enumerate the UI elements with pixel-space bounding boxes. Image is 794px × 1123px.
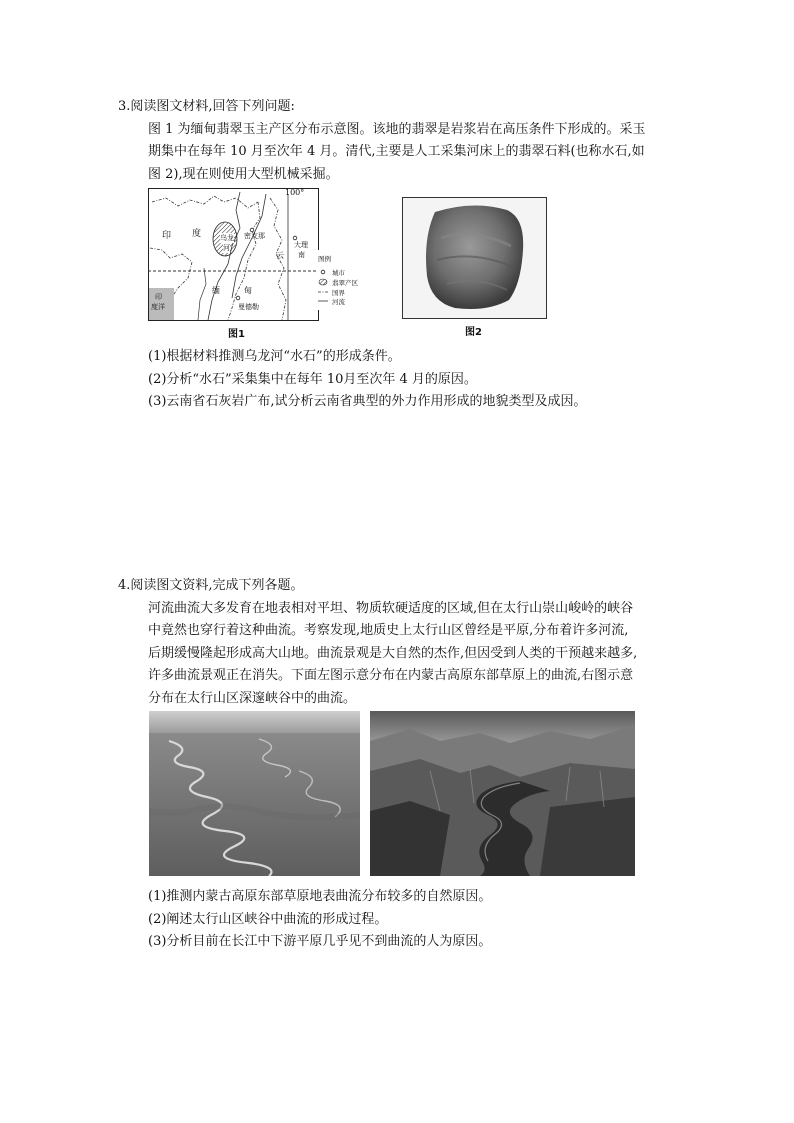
figure-2-stone-photo xyxy=(402,197,547,319)
map-label-myanmar-2: 甸 xyxy=(244,286,252,295)
figure-1-caption: 图1 xyxy=(228,329,245,340)
question-4-material-line-3: 后期缓慢隆起形成高大山地。曲流景观是大自然的杰作,但因受到人类的干预越来越多, xyxy=(148,645,638,661)
question-3-item-1: (1)根据材料推测乌龙河“水石”的形成条件。 xyxy=(148,349,401,364)
question-4-material-line-1: 河流曲流大多发育在地表相对平坦、物质软硬适度的区域,但在太行山崇山峻岭的峡谷 xyxy=(148,600,634,616)
map-label-india-2: 度 xyxy=(192,229,202,239)
question-4 xyxy=(118,575,698,710)
map-legend-border: 国界 xyxy=(332,289,345,297)
grassland-meander-photo xyxy=(149,711,360,876)
question-4-item-1: (1)推测内蒙古高原东部草原地表曲流分布较多的自然原因。 xyxy=(148,889,492,904)
question-3-item-3: (3)云南省石灰岩广布,试分析云南省典型的外力作用形成的地貌类型及成因。 xyxy=(148,394,587,409)
map-label-mandalay: 曼德勒 xyxy=(238,303,259,311)
question-3-heading: 3.阅读图文材料,回答下列问题: xyxy=(118,99,295,114)
question-4-material-line-4: 许多曲流景观正在消失。下面左图示意分布在内蒙古高原东部草原上的曲流,右图示意 xyxy=(148,668,634,683)
grassland-meander-image xyxy=(149,711,360,876)
map-label-dali-2: 南 xyxy=(298,251,305,259)
canyon-meander-photo xyxy=(370,711,635,876)
question-3-material-line-2: 期集中在每年 10 月至次年 4 月。清代,主要是人工采集河床上的翡翠石料(也称水石,如 xyxy=(148,144,645,159)
figure-2-caption: 图2 xyxy=(465,327,482,338)
map-legend-river: 河流 xyxy=(332,298,345,306)
question-3-material-line-1: 图 1 为缅甸翡翠玉主产区分布示意图。该地的翡翠是岩浆岩在高压条件下形成的。采玉 xyxy=(148,121,646,137)
map-legend-jade-area: 翡翠产区 xyxy=(332,279,358,287)
map-legend-city: 城市 xyxy=(332,269,345,277)
stone-image xyxy=(403,198,546,318)
map-legend-title: 图例 xyxy=(318,255,331,263)
map-label-wulong-2: 河 xyxy=(223,244,230,252)
question-4-subquestions xyxy=(148,886,491,954)
question-4-material-line-2: 中竟然也穿行着这种曲流。考察发现,地质史上太行山区曾经是平原,分布着许多河流, xyxy=(148,623,629,638)
map-label-myanmar-1: 缅 xyxy=(212,286,220,295)
question-4-item-3: (3)分析目前在长江中下游平原几乎见不到曲流的人为原因。 xyxy=(148,934,492,949)
figure-1-map xyxy=(148,188,370,338)
map-label-ocean-1: 印 xyxy=(155,293,162,301)
question-3 xyxy=(118,96,698,186)
map-label-wulong-1: 乌龙 xyxy=(220,234,234,242)
question-4-material-line-5: 分布在太行山区深邃峡谷中的曲流。 xyxy=(148,690,357,706)
map-label-myitkyina: 密支那 xyxy=(244,232,265,240)
map-label-yun: 云 xyxy=(276,251,284,260)
question-3-item-2: (2)分析“水石”采集集中在每年 10月至次年 4 月的原因。 xyxy=(148,371,477,387)
map-label-dali-1: 大理 xyxy=(294,241,308,249)
question-3-subquestions xyxy=(148,346,587,414)
canyon-meander-image xyxy=(370,711,635,876)
question-3-material-line-3: 图 2),现在则使用大型机械采掘。 xyxy=(148,166,339,182)
map-longitude-label: 100° xyxy=(285,188,305,197)
map-label-ocean-2: 度洋 xyxy=(151,303,165,311)
map-drawing xyxy=(148,188,370,338)
question-4-heading: 4.阅读图文资料,完成下列各题。 xyxy=(118,578,304,593)
question-4-item-2: (2)阐述太行山区峡谷中曲流的形成过程。 xyxy=(148,911,388,927)
map-label-india-1: 印 xyxy=(162,231,172,241)
